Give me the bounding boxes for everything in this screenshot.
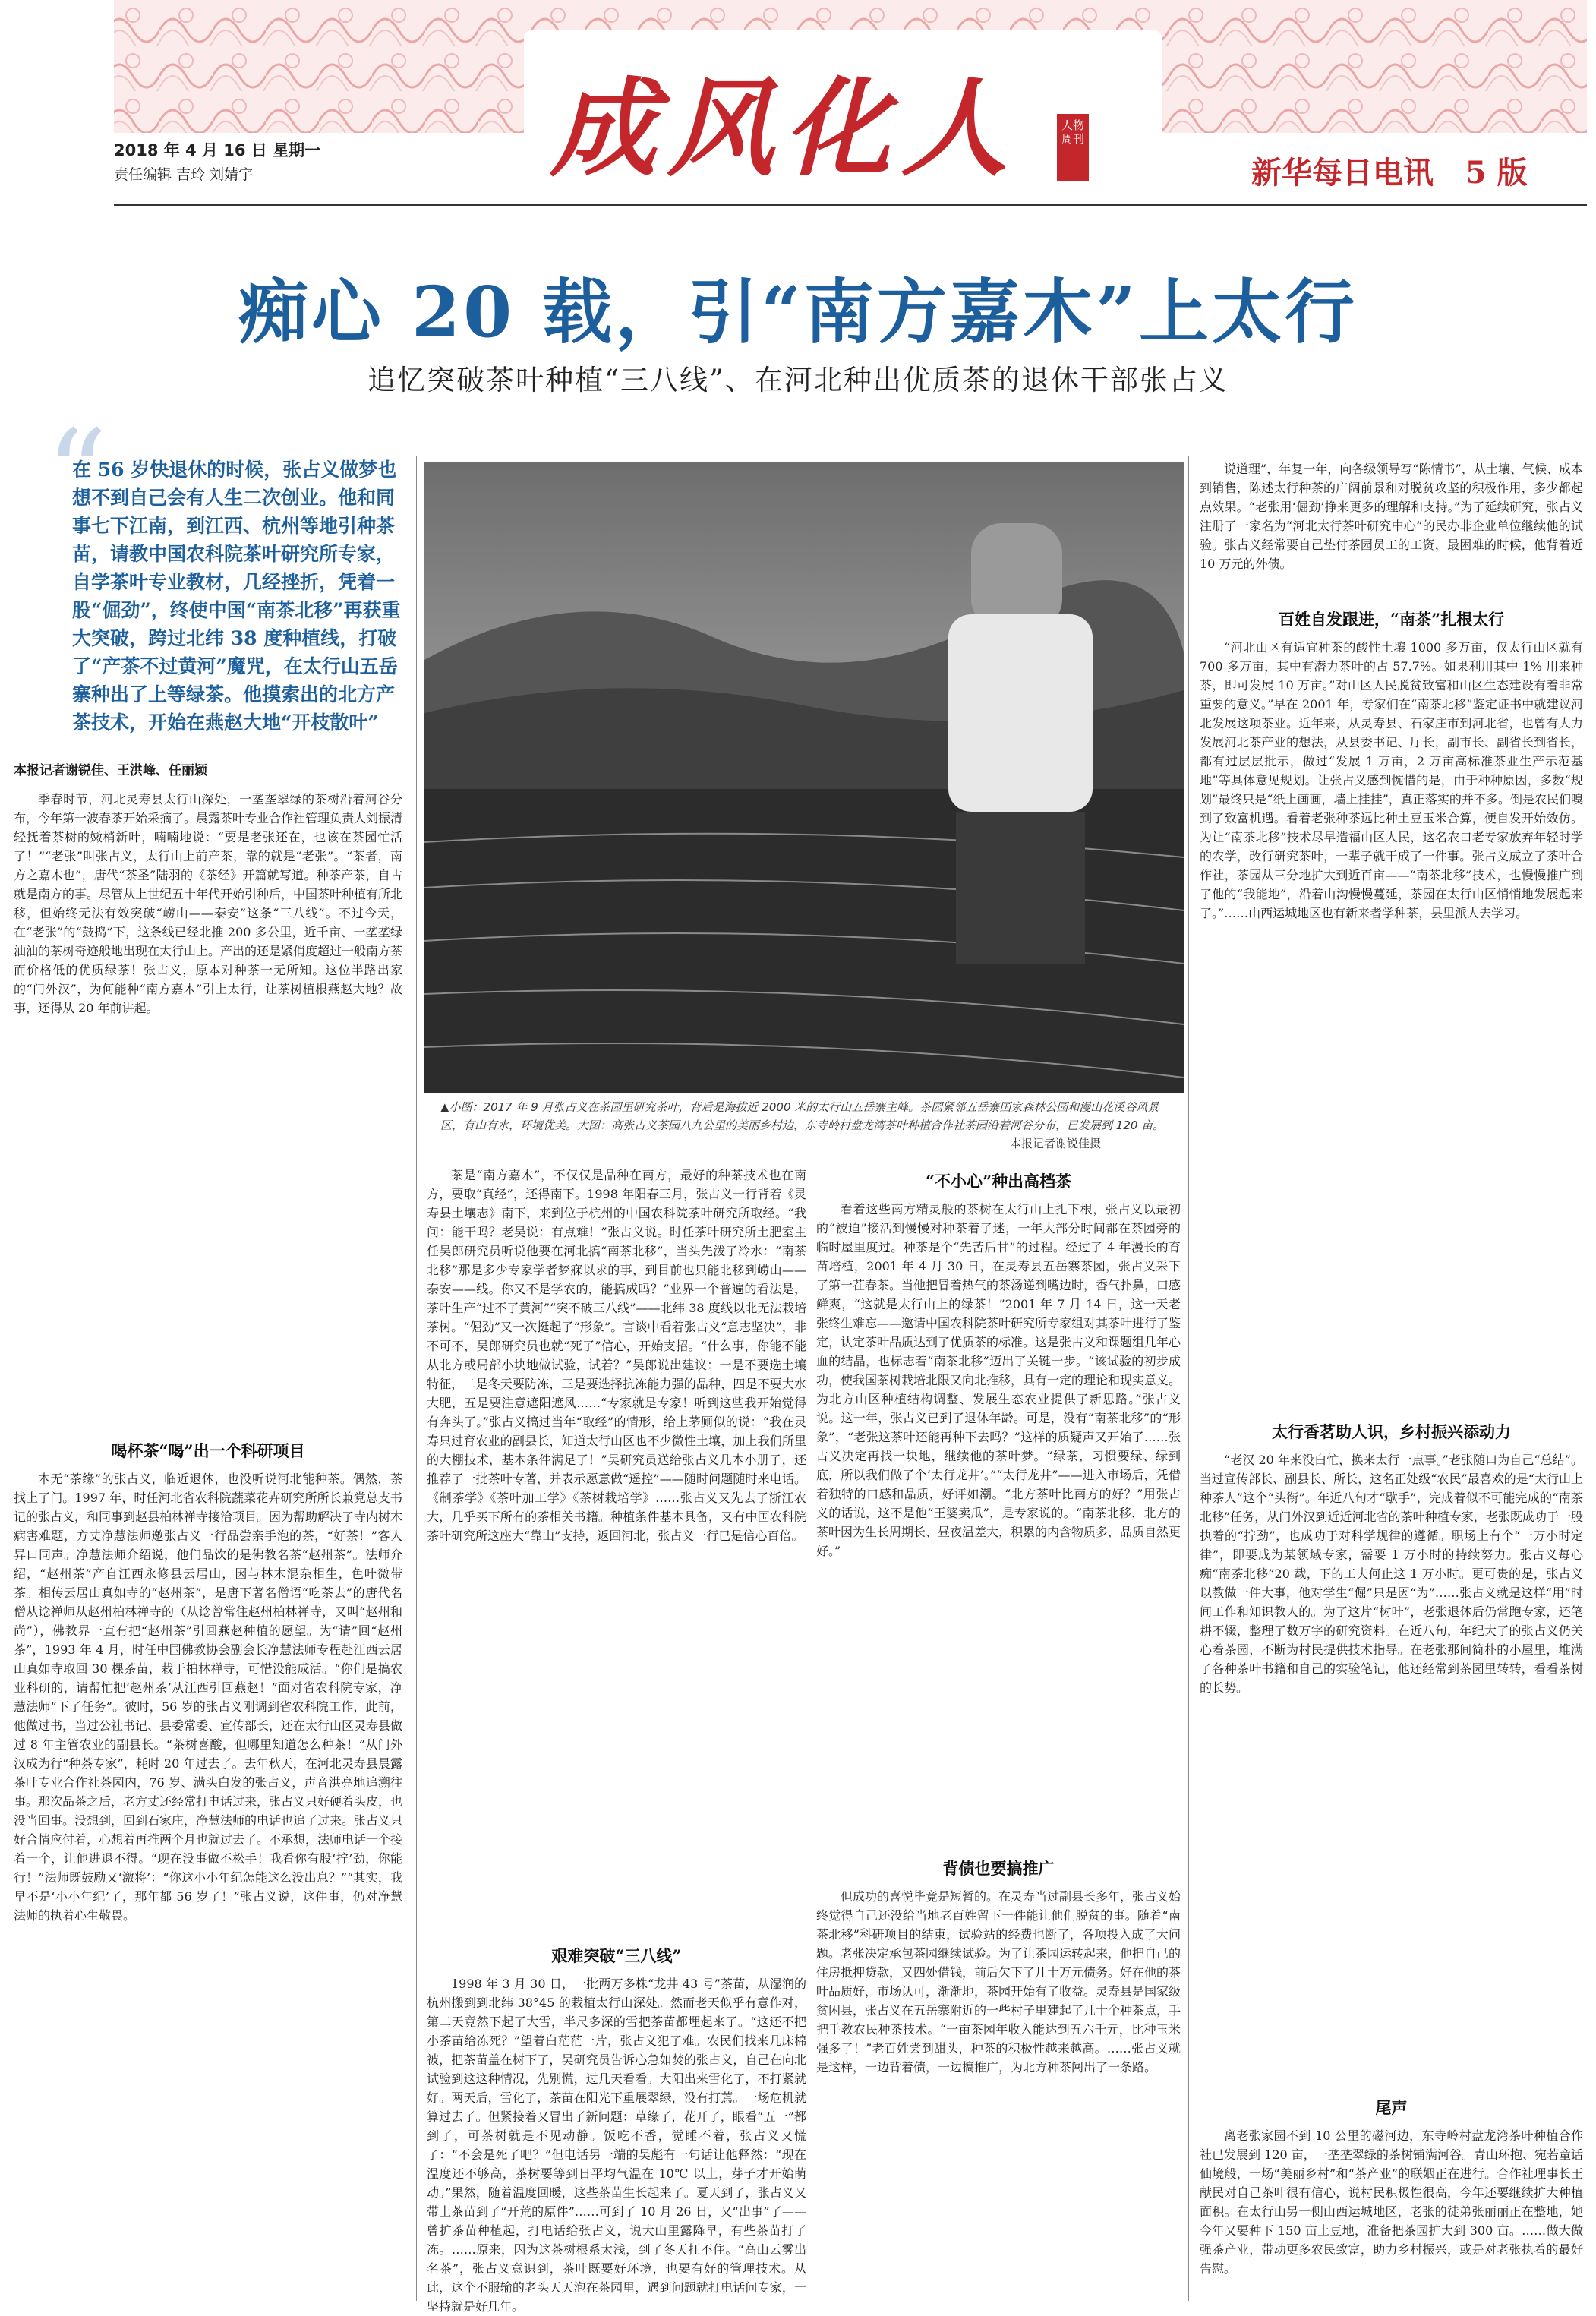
column-4-top <box>1200 459 1583 596</box>
section-title: 背债也要搞推广 <box>942 1859 1055 1878</box>
column-text: 但成功的喜悦毕竟是短暂的。在灵寿当过副县长多年，张占义始终觉得自己还没给当地老百姓留下一件能让他们脱贫的事。随着“南茶北移”科研项目的结束，试验站的经费也断了，各项投入成了大问题。老张决定承包茶园继续试验。为了让茶园运转起来，他把自己的住房抵押贷款，又四处借钱，前后欠下了几十万元债务。好在他的茶叶品质好，市场认可，渐渐地，茶园开始有了收益。灵寿县是国家级贫困县，张占义在五岳寨附近的一些村子里建起了几十个种茶点，手把手教农民种茶技术。“一亩茶园年收入能达到五六千元，比种玉米强多了！”老百姓尝到甜头，种茶的积极性越来越高。……张占义就是这样，一边背着债，一边搞推广，为北方种茶闯出了一条路。 <box>816 1889 1181 2075</box>
section-title: 尾声 <box>1375 2098 1408 2117</box>
column-1-body <box>14 1469 402 2297</box>
column-3-top <box>816 1200 1181 1845</box>
editor-credit: 责任编辑 吉玲 刘婧宇 <box>114 166 254 183</box>
paper-name: 新华每日电讯 <box>1251 155 1434 191</box>
edition-label <box>1251 149 1528 192</box>
masthead-rule <box>114 204 1587 206</box>
column-text: 本无“茶缘”的张占义，临近退休，也没听说河北能种茶。偶然，茶找上了门。1997 年，时任河北省农科院蔬菜花卉研究所所长兼党总支书记的张占义，和同事到赵县柏林禅寺接洽项目。因为帮助解决了寺内树木病害难题，方丈净慧法师邀张占义一行品尝亲手泡的茶，“好茶！”客人异口同声。净慧法师介绍说，他们品饮的是佛教名茶“赵州茶”。法师介绍，“赵州茶”产自江西永修县云居山，因与林木混杂相生，色叶微带茶。相传云居山真如寺的“赵州茶”，是唐下著名僧语“吃茶去”的唐代名僧从谂禅师从赵州柏林禅寺的（从谂曾常住赵州柏林禅寺，又叫“赵州和尚”），佛教界一直有把“赵州茶”引回燕赵种植的愿望。为“请”回“赵州茶”，1993 年 4 月，时任中国佛教协会副会长净慧法师专程赴江西云居山真如寺取回 30 棵茶苗，栽于柏林禅寺，可惜没能成活。“你们是搞农业科研的，请帮忙把‘赵州茶’从江西引回燕赵！”面对省农科院专家，净慧法师“下了任务”。彼时，56 岁的张占义刚调到省农科院工作，此前，他做过书，当过公社书记、县委常委、宣传部长，还在太行山区灵寿县做过 8 年主管农业的副县长。“茶树喜酸，但哪里知道怎么种茶！”从门外汉成为行“种茶专家”，耗时 20 年过去了。去年秋天，在河北灵寿县晨露茶叶专业合作社茶园内，76 岁、满头白发的张占义，声音洪亮地追溯往事。那次品茶之后，老方丈还经常打电话过来，张占义只好硬着头皮，也没当回事。没想到，回到石家庄，净慧法师的电话也追了过来。张占义只好合情应付着，心想着再推两个月也就过去了。不承想，法师电话一个接着一个，让他进退不得。“现在没事做不松手！我看你有股‘拧’劲，你能行！”法师既鼓励又‘激将’：“你这小小年纪怎能这么没出息？”“其实，我早不是‘小小年纪’了，那年都 56 岁了！”张占义说，这件事，仍对净慧法师的执着心生敬畏。 <box>14 1472 403 1923</box>
quote-mark-icon: “ <box>46 403 108 545</box>
column-4-end <box>1200 2126 1583 2297</box>
column-text: 茶是“南方嘉木”，不仅仅是品种在南方，最好的种茶技术也在南方，要取“真经”，还得南下。1998 年阳春三月，张占义一行背着《灵寿县土壤志》南下，来到位于杭州的中国农科院茶叶研究所取经。“我问：能干吗？老吴说：有点难！”张占义说。时任茶叶研究所土肥室主任吴郎研究员听说他要在河北搞“南茶北移”，当头先泼了冷水：“南茶北移”那是多少专家学者梦寐以求的事，到目前也只能北移到崂山——泰安——线。你又不是学农的，能搞成吗？”业界一个普遍的看法是，茶叶生产“过不了黄河”“突不破三八线”——北纬 38 度线以北无法栽培茶树。“倔劲”又一次挺起了“形象”。言谈中看着张占义“意志坚决”，非不可不，吴郎研究员也就“死了”信心，开始支招。“什么事，你能不能从北方或局部小块地做试验，试着？”吴郎说出建议：一是不要选土壤特征，二是冬天要防冻，三是要选择抗冻能力强的品种，四是不要大水大肥，五是要注意遮阳遮风……“专家就是专家！听到这些我开始觉得有奔头了。”张占义搞过当年“取经”的情形，给上茅厕似的说：“我在灵寿只过育农业的副县长，知道太行山区也不少微性土壤，加上我们所里的大棚技术，基本条件满足了！”吴研究员送给张占义几本小册子，还推荐了一批茶叶专著，并表示愿意做“遥控”——随时问题随时来电话。《制茶学》《茶叶加工学》《茶树栽培学》……张占义又先去了浙江农大，几乎买下所有的茶相关书籍。种植条件基本具备，又有中国农科院茶叶研究所这座大“靠山”支持，返回河北，张占义一行已是信心百倍。 <box>427 1168 806 1543</box>
column-text: 离老张家园不到 10 公里的磁河边，东寺岭村盘龙湾茶叶种植合作社已发展到 120 亩，一垄垄翠绿的茶树铺满河谷。青山环抱、宛若童话仙境般，一场“美丽乡村”和“茶产业”的联姻正在进行。合作社理事长王献民对自己茶叶很有信心，说村民积极性很高，今年还要继续扩大种植面积。在太行山另一侧山西运城地区，老张的徒弟张丽丽正在整地，她今年又要种下 150 亩土豆地，准备把茶园扩大到 300 亩。……做大做强茶产业，带动更多农民致富，助力乡村振兴，或是对老张执着的最好告慰。 <box>1200 2128 1583 2276</box>
photo-illustration <box>424 462 1184 1093</box>
column-text: “老汉 20 年来没白忙，换来太行一点事。”老张随口为自己“总结”。当过宣传部长、副县长、所长，这名正处级“农民”最喜欢的是“太行山上种茶人”这个“头衔”。年近八旬才“歇手”，完成着似不可能完成的“南茶北移”任务，从门外汉到近近河北省的茶叶种植专家，老张既成功于一股执着的“拧劲”，也成功于对科学规律的遵循。职场上有个“一万小时定律”，即要成为某领域专家，需要 1 万小时的持续努力。张占义每心痴“南茶北移”20 载，下的工夫何止这 1 万小时。更可贵的是，张占义以教做一件大事，他对学生“倔”只是因“为”……张占义就是这样“用”时间工作和知识教人的。为了这片“树叶”，老张退休后仍常跑专家，还笔耕不辍，整理了数万字的研究资料。在近八旬，年纪大了的张占义仍关心着茶园，不断为村民提供技术指导。在老张那间简朴的小屋里，堆满了各种茶叶书籍和自己的实验笔记，他还经常到茶园里转转，看看茶树的长势。 <box>1200 1453 1583 1695</box>
column-1-top <box>14 790 402 1435</box>
column-3-body <box>816 1887 1181 2297</box>
subheadline: 追忆突破茶叶种植“三八线”、在河北种出优质茶的退休干部张占义 <box>367 364 1229 396</box>
lead-paragraph: 在 56 岁快退休的时候，张占义做梦也想不到自己会有人生二次创业。他和同事七下江南，到江西、杭州等地引种茶苗，请教中国农科院茶叶研究所专家，自学茶叶专业教材，几经挫折，凭着一股“倔劲”，终使中国“南茶北移”再获重大突破，跨过北纬 38 度种植线，打破了“产茶不过黄河”魔咒，在太行山五岳寨种出了上等绿茶。他摸索出的北方产茶技术，开始在燕赵大地“开枝散叶” <box>72 459 401 734</box>
tea-garden-photo <box>424 462 1184 1093</box>
column-seal: 人物周刊 <box>1057 114 1089 181</box>
column-4-body <box>1200 1450 1583 2084</box>
section-title: 太行香茗助人识，乡村振兴添动力 <box>1272 1422 1511 1441</box>
column-4-mid <box>1200 638 1583 1412</box>
photo-caption: ▲小图：2017 年 9 月张占义在茶园里研究茶叶，背后是海拔近 2000 米的太行山五岳寨主峰。茶园紧邻五岳寨国家森林公园和漫山花溪谷风景区，有山有水，环境优美。大图：高张占义茶园八九公里的美丽乡村边，东寺岭村盘龙湾茶叶种植合作社茶园沿着河谷分布，已发展到 120 亩。 <box>440 1100 1165 1132</box>
column-logo: 成风化人 <box>550 67 1019 191</box>
column-2-body <box>427 1974 806 2314</box>
column-text: 季春时节，河北灵寿县太行山深处，一垄垄翠绿的茶树沿着河谷分布，今年第一波春茶开始采摘了。晨露茶叶专业合作社管理负责人刘振清轻抚着茶树的嫩梢新叶，喃喃地说：“要是老张还在，也该在茶园忙活了！”“老张”叫张占义，太行山上前产茶，靠的就是“老张”。“茶者，南方之嘉木也”，唐代“茶圣”陆羽的《茶经》开篇就写道。种茶产茶，自古就是南方的事。尽管从上世纪五十年代开始引种后，中国茶叶种植有所北移，但始终无法有效突破“崂山——泰安”这条“三八线”。不过今天，在“老张”的“鼓捣”下，这条线已经北推 200 多公里，近千亩、一垄垄绿油油的茶树奇迹般地出现在太行山上。产出的还是紧俏度超过一般南方茶而价格低的优质绿茶！张占义，原本对种茶一无所知。这位半路出家的“门外汉”，为何能种“南方嘉木”引上太行，让茶树植根燕赵大地？故事，还得从 20 年前讲起。 <box>14 792 403 1015</box>
byline: 本报记者谢锐佳、王洪峰、任丽颖 <box>14 763 207 778</box>
masthead <box>0 0 1596 220</box>
section-title: 百姓自发跟进，“南茶”扎根太行 <box>1278 610 1505 629</box>
issue-date: 2018 年 4 月 16 日 星期一 <box>114 141 321 159</box>
column-2-top <box>427 1166 806 1940</box>
section-title: “不小心”种出高档茶 <box>925 1172 1072 1191</box>
headline: 痴心 20 载，引“南方嘉木”上太行 <box>238 271 1358 353</box>
column-text: “河北山区有适宜种茶的酸性土壤 1000 多万亩，仅太行山区就有 700 多万亩，其中有潜力茶叶的占 57.7%。如果利用其中 1% 用来种茶，即可发展 10 万亩。”对山区人民脱贫致富和山区生态建设有着非常重要的意义。”早在 2001 年，专家们在“南茶北移”鉴定证书中就建议河北发展这项茶业。近年来，从灵寿县、石家庄市到河北省，也曾有大力发展河北茶产业的想法，从县委书记、厅长，副市长、副省长到省长，都有过层层批示，做过“发展 1 万亩，2 万亩高标准茶业生产示范基地”等具体意见规划。让张占义感到惋惜的是，由于种种原因，多数“规划”最终只是“纸上画画，墙上挂挂”，真正落实的并不多。倒是农民们嗅到了致富机遇。看着老张种茶远比种土豆玉米合算，便自发开始效仿。为让“南茶北移”技术尽早造福山区人民，这名农口老专家放弃年轻时学的农学，改行研究茶叶，一辈子就干成了一件事。张占义成立了茶叶合作社，茶园从三分地扩大到近百亩——“南茶北移”技术，也慢慢推广到了他的“我能地”，沿着山沟慢慢蔓延，茶园在太行山区悄悄地发展起来了。”……山西运城地区也有新来者学种茶，县里派人去学习。 <box>1200 640 1583 920</box>
section-title: 喝杯茶“喝”出一个科研项目 <box>111 1441 305 1460</box>
section-title: 艰难突破“三八线” <box>551 1946 682 1965</box>
column-text: 说道理”，年复一年，向各级领导写“陈情书”，从土壤、气候、成本到销售，陈述太行种茶的广阔前景和对脱贫攻坚的积极作用，多少都起点效果。“老张用‘倔劲’挣来更多的理解和支持。”为了延续研究，张占义注册了一家名为“河北太行茶叶研究中心”的民办非企业单位继续他的试验。张占义经常要自己垫付茶园员工的工资，最困难的时候，他背着近 10 万元的外债。 <box>1200 462 1583 571</box>
column-rule <box>1188 456 1189 2301</box>
page-number: 5 版 <box>1465 155 1528 191</box>
photo-credit: 本报记者谢锐佳摄 <box>1010 1137 1102 1150</box>
column-rule <box>416 456 417 2301</box>
column-text: 看着这些南方精灵般的茶树在太行山上扎下根，张占义以最初的“被迫”接活到慢慢对种茶着了迷，一年大部分时间都在茶园旁的临时屋里度过。种茶是个“先苦后甘”的过程。经过了 4 年漫长的育苗培植，2001 年 4 月 30 日，在灵寿县五岳寨茶园，张占义采下了第一茬春茶。当他把冒着热气的茶汤递到嘴边时，香气扑鼻，口感鲜爽，“这就是太行山上的绿茶！”2001 年 7 月 14 日，这一天老张终生难忘——邀请中国农科院茶叶研究所专家组对其茶叶进行了鉴定，认定茶叶品质达到了优质茶的标准。这是张占义和课题组几年心血的结晶，也标志着“南茶北移”迈出了关键一步。“该试验的初步成功，使我国茶树栽培北限又向北推移，具有一定的理论和现实意义。为北方山区种植结构调整、发展生态农业提供了新思路。”张占义说。这一年，张占义已到了退休年龄。可是，没有“南茶北移”的“形象”，“老张这茶叶还能再种下去吗？”这样的质疑声又开始了……张占义决定再找一块地，继续他的茶叶梦。“绿茶，习惯要绿、绿到底，所以我们做了个‘太行龙井’。”“太行龙井”——进入市场后，凭借着独特的口感和品质，好评如潮。“北方茶叶比南方的好？”用张占义的话说，这不是他“王婆卖瓜”，是专家说的。“南茶北移，北方的茶叶因为生长周期长、昼夜温差大，积累的内含物质多，品质自然更好。” <box>816 1202 1181 1558</box>
column-text: 1998 年 3 月 30 日，一批两万多株“龙井 43 号”茶苗，从湿润的杭州搬到到北纬 38°45 的栽植太行山深处。然而老天似乎有意作对，第二天竟然下起了大雪，半尺多深的雪把茶苗都埋起来了。“这还不把小茶苗给冻死？”望着白茫茫一片，张占义犯了难。农民们找来几床棉被，把茶苗盖在树下了，吴研究员告诉心急如焚的张占义，自己在向北试验到这这种情况，先别慌，过几天看看。大阳出来雪化了，不打紧就好。两天后，雪化了，茶苗在阳光下重展翠绿，没有打蔫。一场危机就算过去了。但紧接着又冒出了新问题：草缘了，花开了，眼看“五一”都到了，可茶树就是不见动静。饭吃不香，觉睡不着，张占义又慌了：“不会是死了吧？”但电话另一端的吴彪有一句话让他释然：“现在温度还不够高，茶树要等到日平均气温在 10℃ 以上，芽子才开始萌动。”果然，随着温度回暖，这些茶苗生长起来了。夏天到了，张占义又带上茶苗到了“开荒的原件”……可到了 10 月 26 日，又“出事”了——曾扩茶苗种植起，打电话给张占义，说大山里露降早，有些茶苗打了冻。……原来，因为这茶树根系太浅，到了冬天扛不住。“高山云雾出名茶”，张占义意识到，茶叶既要好环境，也要有好的管理技术。从此，这个不服输的老头天天泡在茶园里，遇到问题就打电话问专家，一坚持就是好几年。 <box>427 1977 806 2314</box>
